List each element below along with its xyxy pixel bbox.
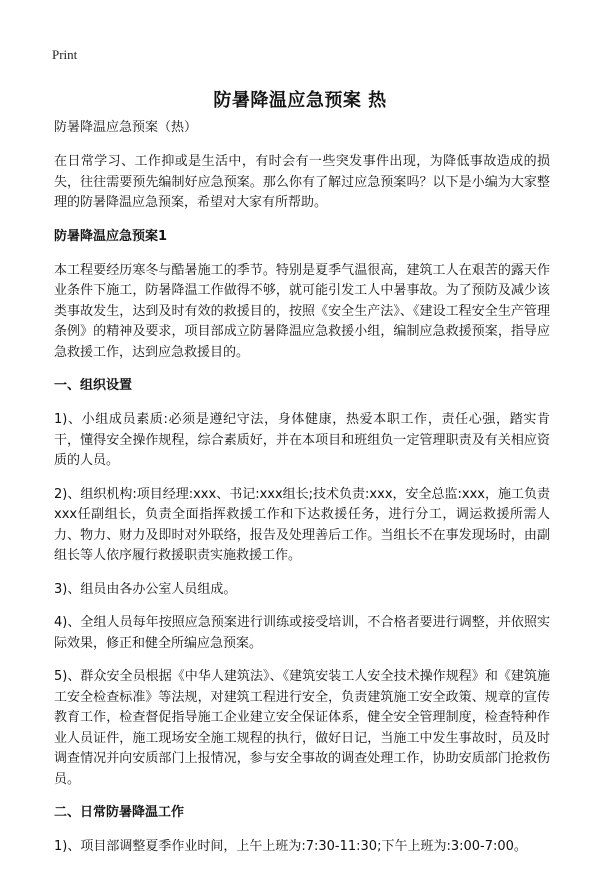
organization-item-4: 4)、全组人员每年按照应急预案进行训练或接受培训，不合格者要进行调整，并依照实际效果，修正和健全所编应急预案。 [54,615,550,651]
document-subtitle: 防暑降温应急预案（热） [54,120,198,135]
intro-paragraph: 在日常学习、工作抑或是生活中，有时会有一些突发事件出现，为降低事故造成的损失，往往需要预先编制好应急预案。那么你有了解过应急预案吗？以下是小编为大家整理的防暑降温应急预案，希望对大家有所帮助。 [54,154,550,210]
document-body [54,118,550,871]
organization-item-3: 3)、组员由各办公室人员组成。 [54,581,237,597]
organization-item-1: 1)、小组成员素质:必须是遵纪守法，身体健康，热爱本职工作，责任心强，踏实肯干，懂得安全操作规程，综合素质好，并在本项目和班组负一定管理职责及有关相应资质的人员。 [54,412,550,468]
organization-item-2: 2)、组织机构:项目经理:xxx、书记:xxx组长;技术负责:xxx，安全总监:xxx，施工负责xxx任副组长，负责全面指挥救援工作和下达救援任务，进行分工，调运救援所需人力、物力、财力及即时对外联络，报告及处理善后工作。当组长不在事发现场时，由副组长等人依序履行救援职责实施救援工作。 [54,486,550,563]
daily-work-item-1: 1)、项目部调整夏季作业时间，上午上班为:7:30-11:30;下午上班为:3:00-7:00。 [54,839,527,854]
section-heading-daily-work: 二、日常防暑降温工作 [54,805,185,820]
print-label: Print [52,47,78,62]
section-heading-plan-1: 防暑降温应急预案1 [54,228,168,244]
plan-1-paragraph: 本工程要经历寒冬与酷暑施工的季节。特别是夏季气温很高，建筑工人在艰苦的露天作业条件下施工，防暑降温工作做得不够，就可能引发工人中暑事故。为了预防及减少该类事故发生，达到及时有效的救援目的，按照《安全生产法》、《建设工程安全生产管理条例》的精神及要求，项目部成立防暑降温应急救援小组，编制应急救援预案，指导应急救援工作，达到应急救援目的。 [54,262,550,360]
section-heading-organization: 一、组织设置 [54,378,133,393]
organization-item-5: 5)、群众安全员根据《中华人建筑法》、《建筑安装工人安全技术操作规程》和《建筑施工安全检查标准》等法规，对建筑工程进行安全，负责建筑施工安全政策、规章的宣传教育工作，检查督促指导施工企业建立安全保证体系，健全安全管理制度，检查特种作业人员证件，施工现场安全施工规程的执行，做好日记，当施工中发生事故时，员及时调查情况并向安质部门上报情况，参与安全事故的调查处理工作，协助安质部门抢救伤员。 [54,669,550,787]
document-title: 防暑降温应急预案 热 [213,90,387,111]
